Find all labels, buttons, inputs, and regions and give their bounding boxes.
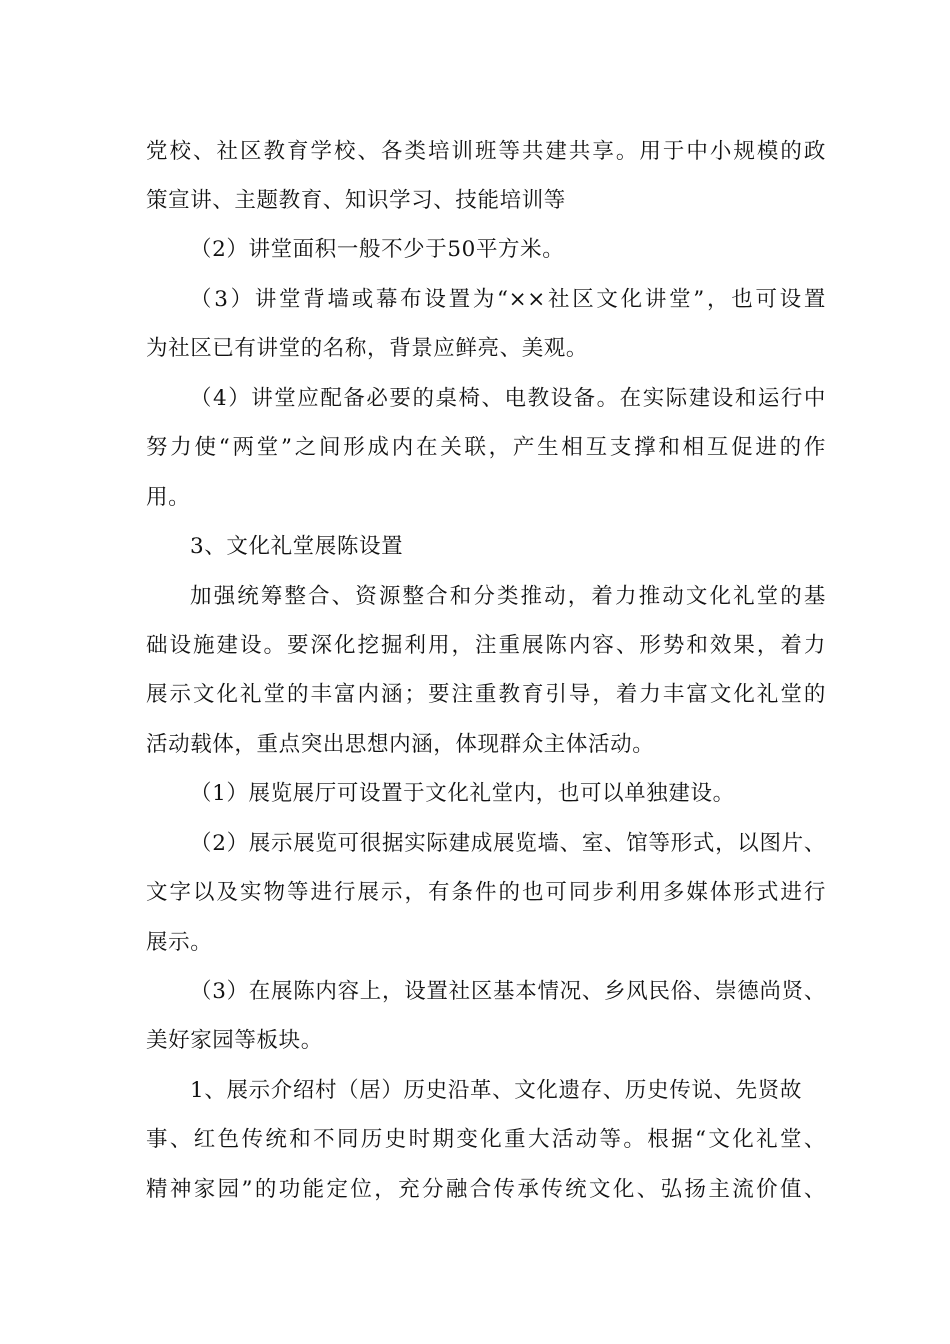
text-line: 用。 — [146, 485, 191, 510]
text-line: 精神家园”的功能定位，充分融合传承传统文化、弘扬主流价值、 — [146, 1177, 826, 1202]
text-line: 加强统筹整合、资源整合和分类推动，着力推动文化礼堂的基 — [190, 584, 826, 609]
text-line: （4）讲堂应配备必要的桌椅、电教设备。在实际建设和运行中 — [190, 386, 826, 411]
text-line: 1、展示介绍村（居）历史沿革、文化遗存、历史传说、先贤故 — [190, 1078, 802, 1103]
section-heading: 3、文化礼堂展陈设置 — [190, 534, 404, 559]
text-line: 活动载体，重点突出思想内涵，体现群众主体活动。 — [146, 732, 655, 757]
text-line: （3）在展陈内容上，设置社区基本情况、乡风民俗、崇德尚贤、 — [190, 979, 826, 1004]
text-line: 努力使“两堂”之间形成内在关联，产生相互支撑和相互促进的作 — [146, 435, 826, 460]
text-line: （3）讲堂背墙或幕布设置为“××社区文化讲堂”，也可设置 — [190, 287, 826, 312]
text-line: 策宣讲、主题教育、知识学习、技能培训等 — [146, 188, 566, 213]
text-line: 展示。 — [146, 930, 213, 955]
text-line: （2）讲堂面积一般不少于50平方米。 — [190, 237, 565, 262]
text-line: （2）展示展览可很据实际建成展览墙、室、馆等形式，以图片、 — [190, 831, 826, 856]
text-line: （1）展览展厅可设置于文化礼堂内，也可以单独建设。 — [190, 781, 735, 806]
text-line: 础设施建设。要深化挖掘利用，注重展陈内容、形势和效果，着力 — [146, 633, 826, 658]
text-line: 事、红色传统和不同历史时期变化重大活动等。根据“文化礼堂、 — [146, 1127, 826, 1152]
text-line: 美好家园等板块。 — [146, 1028, 323, 1053]
text-line: 为社区已有讲堂的名称，背景应鲜亮、美观。 — [146, 336, 589, 361]
text-line: 党校、社区教育学校、各类培训班等共建共享。用于中小规模的政 — [146, 139, 826, 164]
text-line: 文字以及实物等进行展示，有条件的也可同步利用多媒体形式进行 — [146, 880, 826, 905]
text-line: 展示文化礼堂的丰富内涵；要注重教育引导，着力丰富文化礼堂的 — [146, 682, 826, 707]
